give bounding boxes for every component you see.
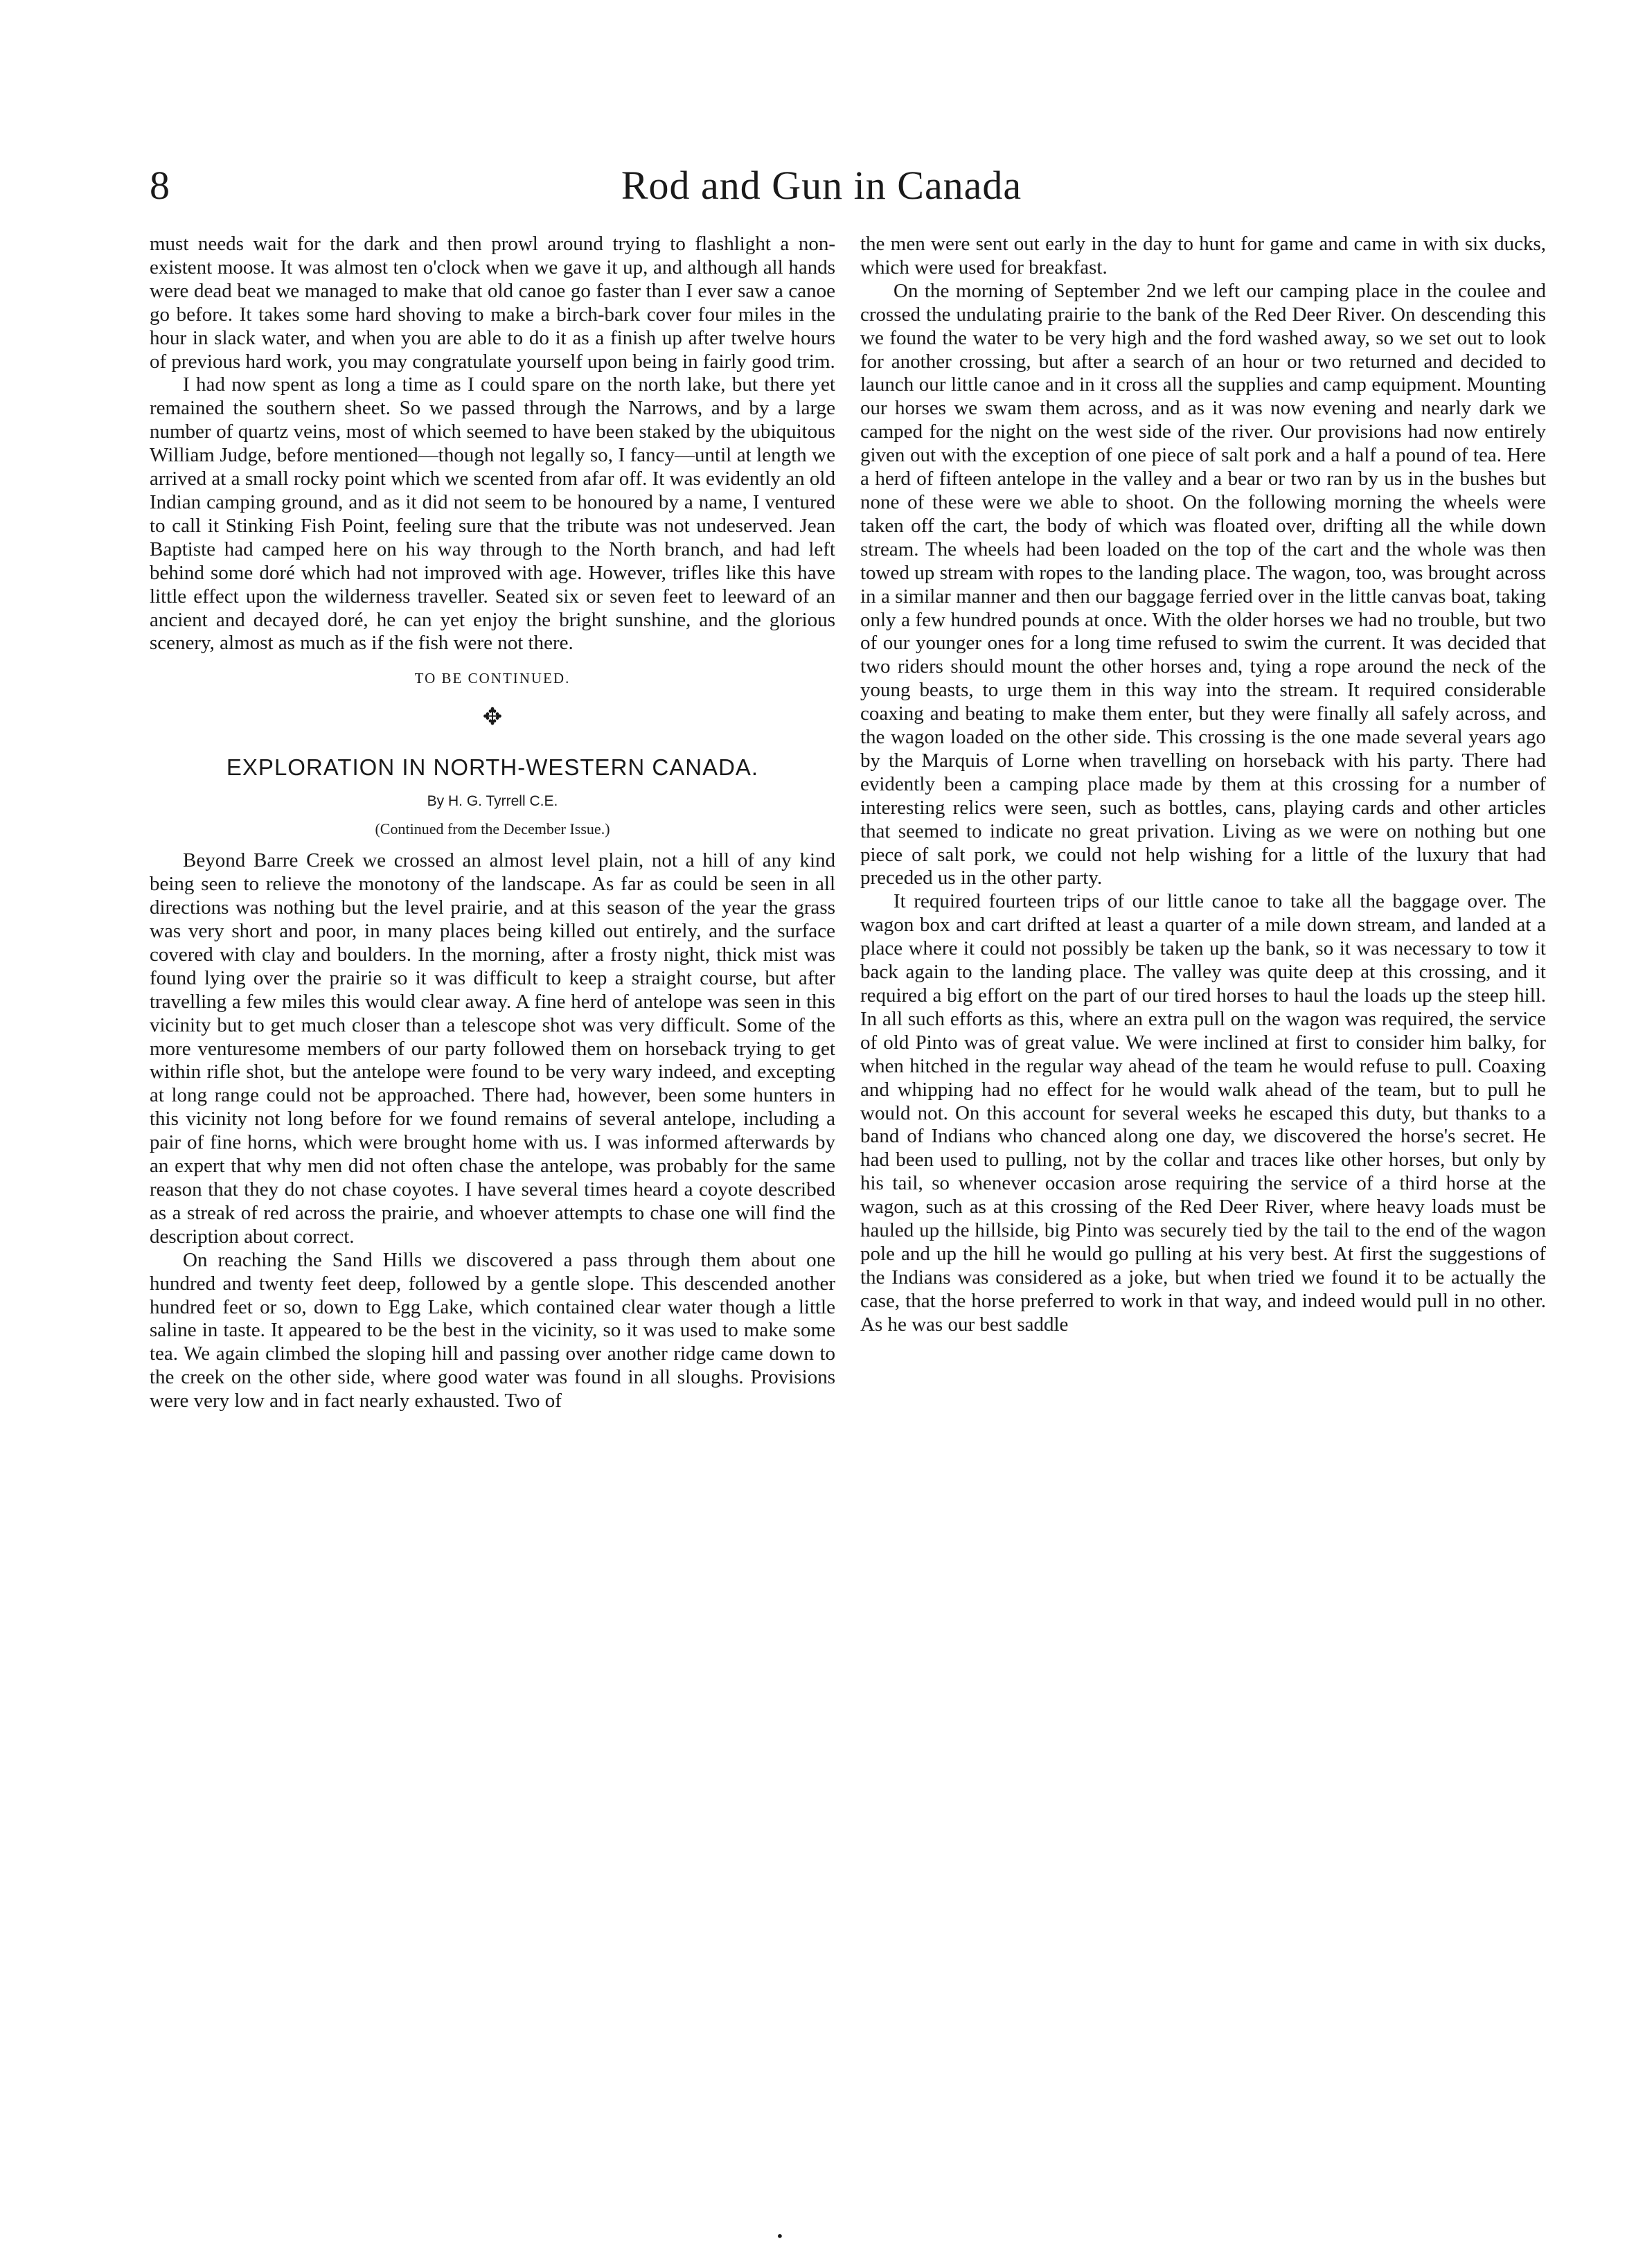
paragraph: On reaching the Sand Hills we discovered a pass through them about one hundred and twenty feet deep, followed by a gentle slope. This descended another hundred feet or so, down to Egg Lake, which contained clear water though a little saline in taste. It appeared to be the best in the vicinity, so it was used to make some tea. We again climbed the sloping hill and passing over another ridge came down to the creek on the other side, where good water was found in all sloughs. Provisions were very low and in fact nearly exhausted. Two of bbox=[150, 1248, 835, 1412]
paragraph: It required fourteen trips of our little canoe to take all the baggage over. The wagon box and cart drifted at least a quarter of a mile down stream, and landed at a place where it could not possibly be taken up the bank, so it was necessary to tow it back again to the landing place. The valley was quite deep at this crossing, and it required a big effort on the part of our tired horses to haul the loads up the steep hill. In all such efforts as this, where an extra pull on the wagon was required, the service of old Pinto was of great value. We were inclined at first to consider him balky, for when hitched in the regular way ahead of the team he would refuse to pull. Coaxing and whipping had no effect for he would walk ahead of the team, but to pull he would not. On this account for several weeks he escaped this duty, but thanks to a band of Indians who chanced along one day, we discovered the horse's secret. He had been used to pulling, not by the collar and traces like other horses, but only by his tail, so whenever occasion arose requiring the service of a third horse at the wagon, such as at this crossing of the Red Deer River, where heavy loads must be hauled up the hillside, big Pinto was securely tied by the tail to the end of the wagon pole and up the hill he would go pulling at his very best. At first the suggestions of the Indians was considered as a joke, but when tried we found it to be actually the case, that the horse preferred to work in that way, and indeed would pull in no other. As he was our best saddle bbox=[860, 890, 1546, 1336]
continued-note: (Continued from the December Issue.) bbox=[375, 820, 610, 838]
article-title: EXPLORATION IN NORTH-WESTERN CANADA. bbox=[226, 754, 759, 781]
paragraph: must needs wait for the dark and then prowl around trying to flashlight a non-existent moose. It was almost ten o'clock when we gave it up, and although all hands were dead beat we managed to make that old canoe go faster than I ever saw a canoe go before. It takes some hard shoving to make a birch-bark cover four miles in the hour in slack water, and when you are able to do it as a finish up after twelve hours of previous hard work, you may congratulate yourself upon being in fairly good trim. bbox=[150, 233, 835, 373]
ornament-icon: ✥ bbox=[482, 705, 503, 731]
paragraph: I had now spent as long a time as I could spare on the north lake, but there yet remained the southern sheet. So we passed through the Narrows, and by a large number of quartz veins, most of which seemed to have been staked by the ubiquitous William Judge, before mentioned—though not legally so, I fancy—until at length we arrived at a small rocky point which we scented from afar off. It was evidently an old Indian camping ground, and as it did not seem to be honoured by a name, I ventured to call it Stinking Fish Point, feeling sure that the tribute was not undeserved. Jean Baptiste had camped here on his way through to the North branch, and had left behind some doré which had not improved with age. However, trifles like this have little effect upon the wilderness traveller. Seated six or seven feet to leeward of an ancient and decayed doré, he can yet enjoy the bright sunshine, and the glorious scenery, almost as much as if the fish were not there. bbox=[150, 373, 835, 655]
to-be-continued: TO BE CONTINUED. bbox=[414, 670, 571, 687]
page-number: 8 bbox=[150, 163, 170, 208]
left-column bbox=[150, 233, 835, 2048]
paragraph: On the morning of September 2nd we left our camping place in the coulee and crossed the undulating prairie to the bank of the Red Deer River. On descending this we found the water to be very high and the ford washed away, so we set out to look for another crossing, but after a search of an hour or two returned and decided to launch our little canoe and in it cross all the supplies and camp equipment. Mounting our horses we swam them across, and as it was now evening and nearly dark we camped for the night on the west side of the river. Our provisions had now entirely given out with the exception of one piece of salt pork and a half a pound of tea. Here a herd of fifteen antelope in the valley and a bear or two ran by us in the bushes but none of these were we able to shoot. On the following morning the wheels were taken off the cart, the body of which was floated over, drifting all the while down stream. The wheels had been loaded on the top of the cart and the whole was then towed up stream with ropes to the landing place. The wagon, too, was brought across in a similar manner and then our baggage ferried over in the little canvas boat, taking only a few hundred pounds at once. With the older horses we had no trouble, but two of our younger ones for a long time refused to swim the current. It was decided that two riders should mount the other horses and, tying a rope around the neck of the young beasts, to urge them in this way into the stream. It required considerable coaxing and beating to make them enter, but they were finally all safely across, and the wagon loaded on the other side. This crossing is the one made several years ago by the Marquis of Lorne when travelling on horseback with his party. There had evidently been a camping place made by them at this crossing for a number of interesting relics were seen, such as bottles, cans, playing cards and other articles that seemed to indicate no great privation. Living as we were on nothing but one piece of salt pork, we could not help wishing for a little of the luxury that had preceded us in the other party. bbox=[860, 279, 1546, 889]
right-column bbox=[860, 233, 1546, 2048]
page-header bbox=[150, 158, 1493, 220]
running-title: Rod and Gun in Canada bbox=[621, 163, 1022, 208]
paragraph: the men were sent out early in the day to hunt for game and came in with six ducks, which were used for breakfast. bbox=[860, 233, 1546, 278]
footer-mark: • bbox=[776, 2228, 784, 2244]
paragraph: Beyond Barre Creek we crossed an almost level plain, not a hill of any kind being seen to relieve the monotony of the landscape. As far as could be seen in all directions was nothing but the level prairie, and at this season of the year the grass was very short and poor, in many places being killed out entirely, and the surface covered with clay and boulders. In the morning, after a frosty night, thick mist was found lying over the prairie so it was difficult to keep a straight course, but after travelling a few miles this would clear away. A fine herd of antelope was seen in this vicinity but to get much closer than a telescope shot was very difficult. Some of the more venturesome members of our party followed them on horseback trying to get within rifle shot, but the antelope were found to be very wary indeed, and excepting at long range could not be approached. There had, however, been some hunters in this vicinity not long before for we found remains of several antelope, including a pair of fine horns, which were brought home with us. I was informed afterwards by an expert that why men did not often chase the antelope, was probably for the same reason that they do not chase coyotes. I have several times heard a coyote described as a streak of red across the prairie, and whoever attempts to chase one will find the description about correct. bbox=[150, 849, 835, 1248]
article-byline: By H. G. Tyrrell C.E. bbox=[427, 793, 558, 810]
